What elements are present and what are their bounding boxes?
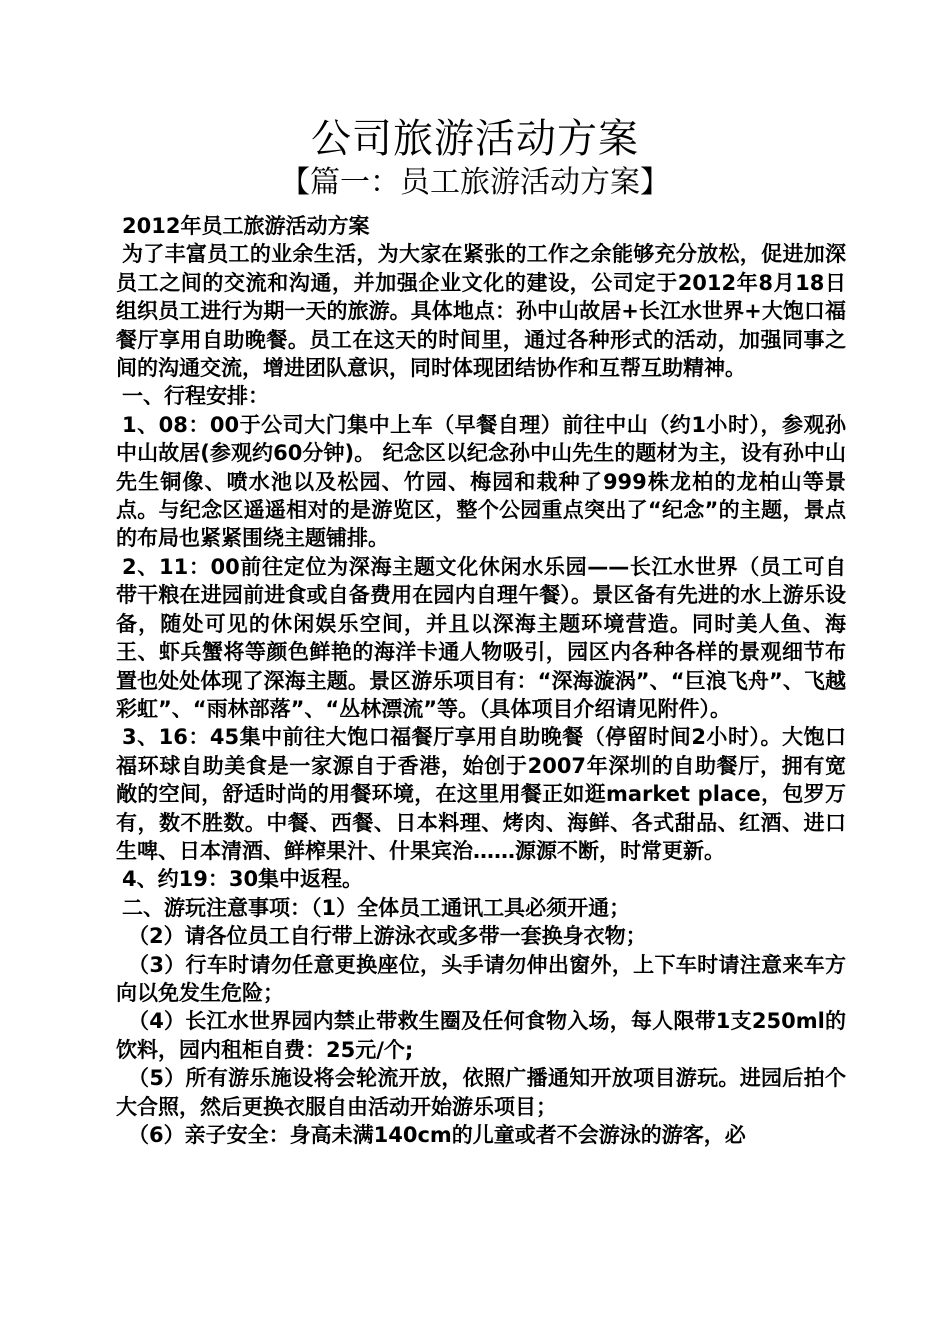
itinerary-item: 3、16：45集中前往大饱口福餐厅享用自助晚餐（停留时间2小时）。大饱口福环球自助美食是一家源自于香港，始创于2007年深圳的自助餐厅，拥有宽敞的空间，舒适时尚的用餐环境，在这里用餐正如逛market place，包罗万有，数不胜数。中餐、西餐、日本料理、烤肉、海鲜、各式甜品、红酒、进口生啤、日本清酒、鲜榨果汁、什果宾治……源源不断，时常更新。 xyxy=(116,725,846,863)
notice-heading: 二、游玩注意事项：（1）全体员工通讯工具必须开通； xyxy=(122,895,631,920)
document-body xyxy=(116,212,846,1149)
section-heading: 2012年员工旅游活动方案 xyxy=(122,214,370,238)
notice-item: （3）行车时请勿任意更换座位，头手请勿伸出窗外，上下车时请注意来车方向以免发生危险； xyxy=(116,952,846,1005)
notice-item: （5）所有游乐施设将会轮流开放，依照广播通知开放项目游玩。进园后拍个大合照，然后更换衣服自由活动开始游乐项目； xyxy=(116,1066,846,1119)
notice-item: （6）亲子安全：身高未满140cm的儿童或者不会游泳的游客，必 xyxy=(128,1123,746,1147)
document-subtitle: 【篇一：员工旅游活动方案】 xyxy=(280,165,670,200)
notice-item: （2）请各位员工自行带上游泳衣或多带一套换身衣物； xyxy=(128,924,647,949)
itinerary-item: 1、08：00于公司大门集中上车（早餐自理）前往中山（约1小时），参观孙中山故居(参观约60分钟)。 纪念区以纪念孙中山先生的题材为主，设有孙中山先生铜像、喷水池以及松园、竹园、梅园和栽种了999株龙柏的龙柏山等景点。与纪念区遥遥相对的是游览区，整个公园重点突出了“纪念”的主题，景点的布局也紧紧围绕主题铺排。 xyxy=(116,412,846,551)
intro-paragraph: 为了丰富员工的业余生活，为大家在紧张的工作之余能够充分放松，促进加深员工之间的交流和沟通，并加强企业文化的建设，公司定于2012年8月18日组织员工进行为期一天的旅游。具体地点：孙中山故居+长江水世界+大饱口福餐厅享用自助晚餐。员工在这天的时间里，通过各种形式的活动，加强同事之间的沟通交流，增进团队意识，同时体现团结协作和互帮互助精神。 xyxy=(116,242,846,381)
itinerary-item: 2、11：00前往定位为深海主题文化休闲水乐园——长江水世界（员工可自带干粮在进园前进食或自备费用在园内自理午餐）。景区备有先进的水上游乐设备，随处可见的休闲娱乐空间，并且以深海主题环境营造。同时美人鱼、海王、虾兵蟹将等颜色鲜艳的海洋卡通人物吸引，园区内各种各样的景观细节布置也处处体现了深海主题。景区游乐项目有：“深海漩涡”、“巨浪飞舟”、飞越彩虹”、“雨林部落”、“丛林漂流”等。（具体项目介绍请见附件）。 xyxy=(116,554,846,721)
notice-item: （4）长江水世界园内禁止带救生圈及任何食物入场，每人限带1支250ml的饮料，园内租柜自费：25元/个; xyxy=(116,1009,846,1062)
itinerary-item: 4、约19：30集中返程。 xyxy=(122,867,364,892)
section-heading: 一、行程安排： xyxy=(122,384,269,409)
document-title: 公司旅游活动方案 xyxy=(311,116,639,162)
